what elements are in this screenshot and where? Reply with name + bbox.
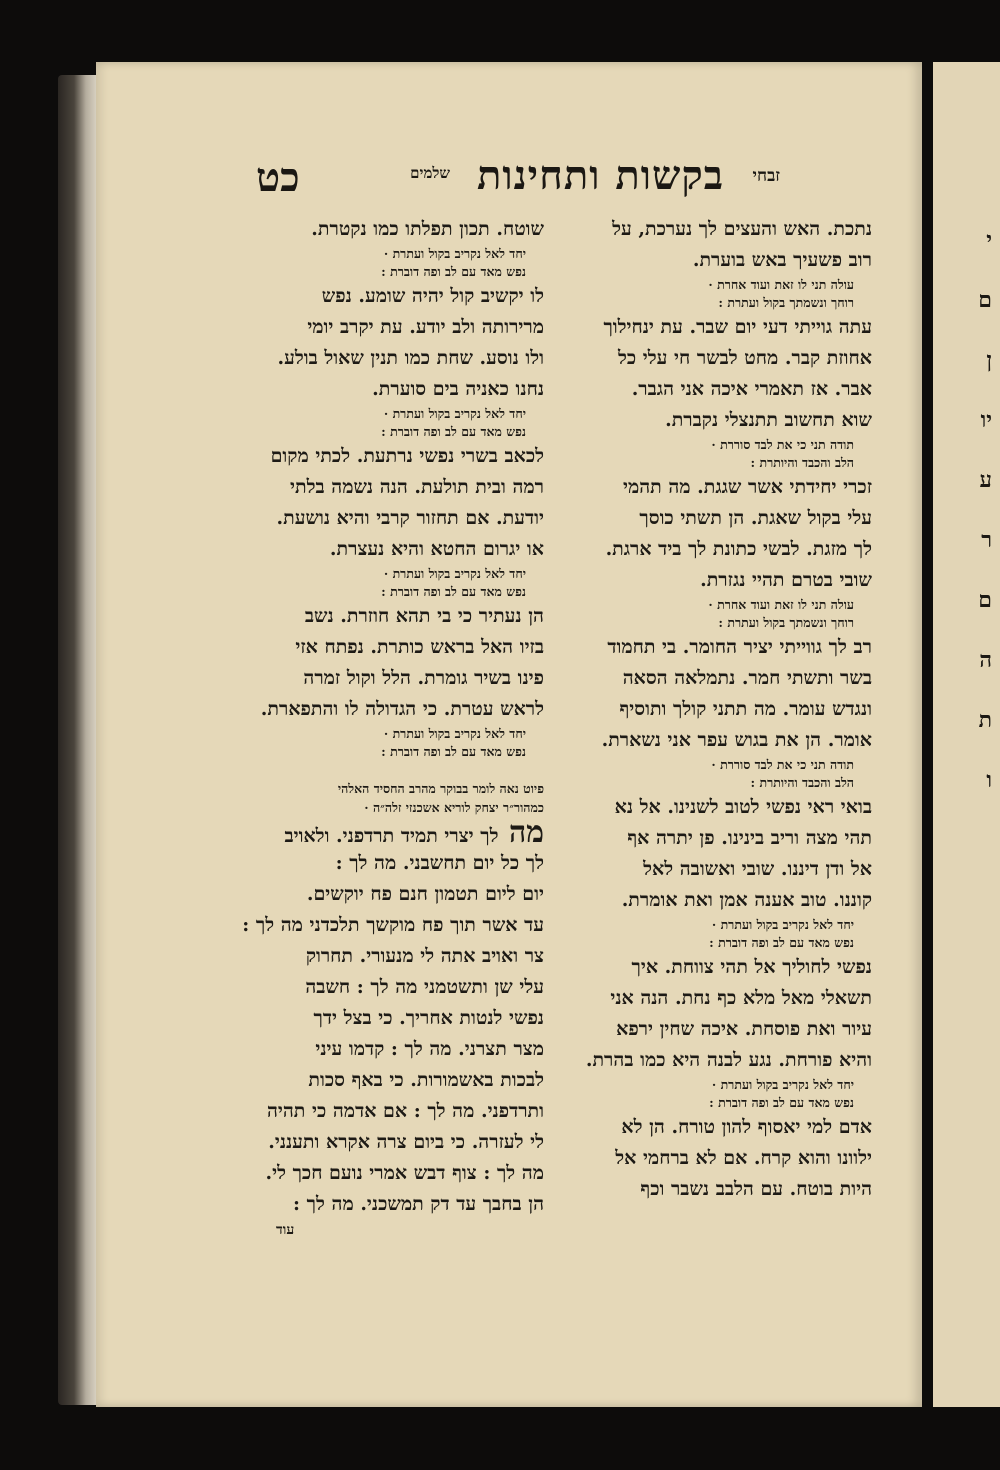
verse-line: נתכת. האש והעצים לך נערכת, על bbox=[612, 218, 872, 240]
text-column-left bbox=[236, 214, 544, 1240]
facing-page-fragment: ע bbox=[979, 467, 992, 493]
refrain-line: יחד לאל נקריב בקול ועתרת · bbox=[383, 406, 526, 421]
verse-line: אומר. הן את בגוש עפר אני נשארת. bbox=[601, 729, 872, 751]
refrain-line: נפש מאד עם לב ופה דוברת : bbox=[709, 1095, 854, 1110]
verse-line: לי לעזרה. כי ביום צרה אקרא ותענני. bbox=[268, 1131, 544, 1153]
catchword: עוד bbox=[276, 1222, 295, 1238]
facing-page-fragment: ה bbox=[979, 647, 992, 673]
verse-line: הן נעתיר כי בי תהא חוזרת. נשב bbox=[304, 605, 544, 627]
verse-line: עד אשר תוך פח מוקשך תלכדני מה לך : bbox=[242, 914, 544, 936]
facing-page-fragment: ם bbox=[978, 587, 992, 613]
verse-line: אבר. אז תאמרי איכה אני הגבר. bbox=[631, 378, 872, 400]
verse-line: נפשי לחוליך אל תהי צווחת. איך bbox=[631, 956, 872, 978]
refrain-line: תודה תני כי את לבד סוררת · bbox=[711, 757, 854, 772]
verse-line: רב לך גווייתי יציר החומר. בי תחמוד bbox=[607, 636, 872, 658]
refrain-line: יחד לאל נקריב בקול ועתרת · bbox=[711, 917, 854, 932]
book-spine-edge bbox=[58, 75, 98, 1405]
facing-page-fragment: ת bbox=[978, 707, 992, 733]
verse-line: תשאלי מאל מלא כף נחת. הנה אני bbox=[610, 987, 872, 1009]
refrain-line: נפש מאד עם לב ופה דוברת : bbox=[381, 584, 526, 599]
verse-line: נחנו כאניה בים סוערת. bbox=[372, 378, 544, 400]
verse-line: עיור ואת פוסחת. איכה שחין ירפא bbox=[616, 1018, 872, 1040]
verse-line: עתה גוייתי דעי יום שבר. עת ינחילוך bbox=[603, 316, 872, 338]
verse-line: היות בוטח. עם הלבב נשבר וכף bbox=[640, 1178, 872, 1200]
header-subtitle: שלמים bbox=[410, 164, 450, 182]
verse-line: לך כל יום תחשבני. מה לך : bbox=[335, 852, 544, 874]
verse-line: אל ודן דיננו. שובי ואשובה לאל bbox=[643, 858, 872, 880]
verse-line: לו יקשיב קול יהיה שומע. נפש bbox=[321, 285, 544, 307]
verse-line: לבכות באשמורות. כי באף סכות bbox=[308, 1069, 544, 1091]
verse-line: קוננו. טוב אענה אמן ואת אומרת. bbox=[621, 889, 872, 911]
verse-line: עלי שן ותשטמני מה לך : חשבה bbox=[305, 976, 544, 998]
verse-line: ותרדפני. מה לך : אם אדמה כי תהיה bbox=[266, 1100, 544, 1122]
verse-line: רמה ובית תולעת. הנה נשמה בלתי bbox=[290, 476, 544, 498]
verse-line: או יגרום החטא והיא נעצרת. bbox=[329, 538, 544, 560]
page-number: כט bbox=[256, 154, 300, 201]
verse-text: לך יצרי תמיד תרדפני. ולאויב bbox=[284, 825, 499, 847]
verse-line: לראש עטרת. כי הגדולה לו והתפארת. bbox=[260, 698, 544, 720]
refrain-line: יחד לאל נקריב בקול ועתרת · bbox=[383, 726, 526, 741]
verse-line: מרירותה ולב יודע. עת יקרב יומי bbox=[307, 316, 544, 338]
facing-page-fragment: י bbox=[986, 227, 992, 253]
verse-line: לכאב בשרי נפשי נרתעת. לכתי מקום bbox=[270, 445, 544, 467]
refrain-line: עולה תני לו זאת ועוד אחרת · bbox=[708, 277, 854, 292]
verse-line: יודעת. אם תחזור קרבי והיא נושעת. bbox=[276, 507, 544, 529]
verse-line: והיא פורחת. נגע לבנה היא כמו בהרת. bbox=[585, 1049, 872, 1071]
verse-line: רוב פשעיך באש בוערת. bbox=[692, 249, 872, 271]
refrain-line: עולה תני לו זאת ועוד אחרת · bbox=[708, 597, 854, 612]
verse-line: שוטח. תכון תפלתו כמו נקטרת. bbox=[311, 218, 544, 240]
header-section-label: זבחי bbox=[752, 166, 780, 186]
refrain-line: תודה תני כי את לבד סוררת · bbox=[711, 437, 854, 452]
text-column-right bbox=[568, 214, 872, 1205]
large-initial-word: מה bbox=[498, 817, 544, 848]
verse-line: ולו נוסע. שחת כמו תנין שאול בולע. bbox=[277, 347, 544, 369]
facing-page-fragment: ר bbox=[981, 527, 992, 553]
refrain-line: רוחך ונשמתך בקול ועתרת : bbox=[718, 615, 854, 630]
refrain-line: נפש מאד עם לב ופה דוברת : bbox=[709, 935, 854, 950]
verse-line: שובי בטרם תהיי נגזרת. bbox=[700, 569, 872, 591]
verse-line: יום ליום תטמון חנם פח יוקשים. bbox=[306, 883, 544, 905]
facing-page-fragment: יו bbox=[980, 407, 992, 433]
refrain-line: נפש מאד עם לב ופה דוברת : bbox=[381, 744, 526, 759]
facing-page-fragment: ן bbox=[986, 347, 992, 373]
refrain-line: נפש מאד עם לב ופה דוברת : bbox=[381, 264, 526, 279]
verse-line-with-initial bbox=[236, 817, 544, 848]
verse-line: פינו בשיר גומרת. הלל וקול זמרה bbox=[303, 667, 544, 689]
verse-line: בואי ראי נפשי לטוב לשנינו. אל נא bbox=[614, 796, 872, 818]
verse-line: מצר תצרני. מה לך : קדמו עיני bbox=[315, 1038, 544, 1060]
verse-line: שוא תחשוב תתנצלי נקברת. bbox=[665, 409, 872, 431]
header-title: בקשות ותחינות bbox=[477, 152, 724, 199]
verse-line: נפשי לנטות אחריך. כי בצל ידך bbox=[313, 1007, 544, 1029]
spacer bbox=[236, 761, 544, 779]
verse-line: ילוונו והוא קרח. אם לא ברחמי אל bbox=[615, 1147, 872, 1169]
refrain-line: יחד לאל נקריב בקול ועתרת · bbox=[711, 1077, 854, 1092]
refrain-line: יחד לאל נקריב בקול ועתרת · bbox=[383, 246, 526, 261]
verse-line: ונגדש עומר. מה תתני קולך ותוסיף bbox=[619, 698, 872, 720]
verse-line: אחוזת קבר. מחט לבשר חי עלי כל bbox=[618, 347, 872, 369]
verse-line: תהי מצה וריב בינינו. פן יתרה אף bbox=[627, 827, 872, 849]
verse-line: בשר ותשתי חמר. נתמלאה הסאה bbox=[622, 667, 872, 689]
refrain-line: יחד לאל נקריב בקול ועתרת · bbox=[383, 566, 526, 581]
facing-page bbox=[933, 62, 1000, 1407]
refrain-line: הלב והכבד והיותרת : bbox=[750, 455, 854, 470]
refrain-line: רוחך ונשמתך בקול ועתרת : bbox=[718, 295, 854, 310]
verse-line: הן בחבך עד דק תמשכני. מה לך : bbox=[293, 1193, 544, 1215]
verse-line: מה לך : צוף דבש אמרי נועם חכך לי. bbox=[265, 1162, 544, 1184]
piyut-heading-line: פיוט נאה לומר בבוקר מהרב החסיד האלהי bbox=[337, 781, 544, 796]
page-header bbox=[256, 152, 780, 204]
verse-line: בזיו האל בראש כותרת. נפתח אזי bbox=[295, 636, 544, 658]
facing-page-fragment: ם bbox=[978, 287, 992, 313]
piyut-heading-line: כמהור״ר יצחק לוריא אשכנזי זלה״ה · bbox=[364, 800, 544, 815]
verse-line: לך מזגת. לבשי כתונת לך ביד ארגת. bbox=[605, 538, 872, 560]
facing-page-fragment: ו bbox=[986, 767, 992, 793]
refrain-line: הלב והכבד והיותרת : bbox=[750, 775, 854, 790]
verse-line: עלי בקול שאגת. הן תשתי כוסך bbox=[639, 507, 872, 529]
verse-line: צר ואויב אתה לי מנעורי. תחרוק bbox=[305, 945, 544, 967]
refrain-line: נפש מאד עם לב ופה דוברת : bbox=[381, 424, 526, 439]
verse-line: זכרי יחידתי אשר שגגת. מה תהמי bbox=[622, 476, 872, 498]
verse-line: אדם למי יאסוף להון טורח. הן לא bbox=[621, 1116, 872, 1138]
